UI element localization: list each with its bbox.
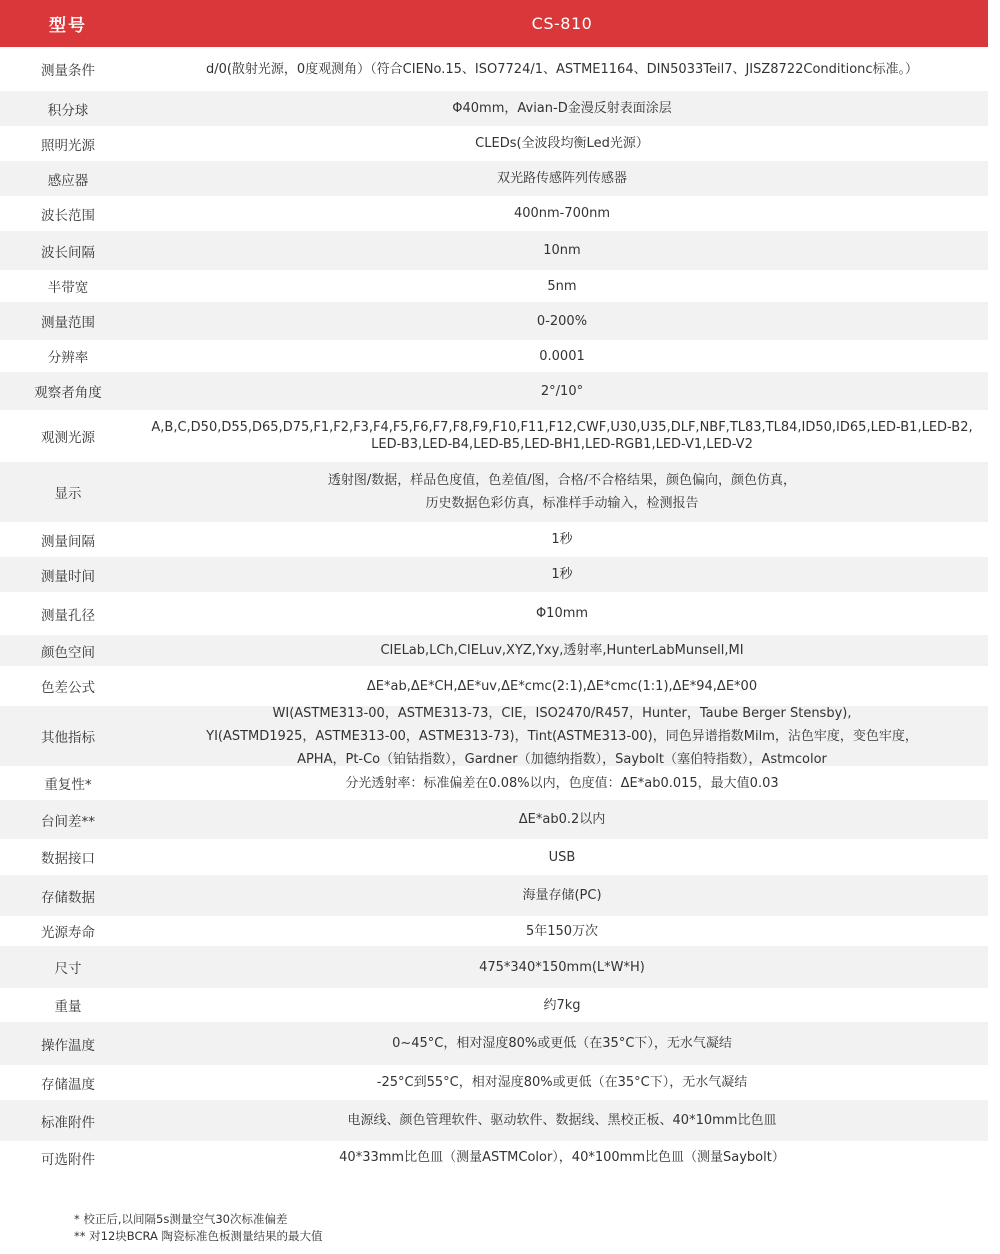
- spec-value-line: 40*33mm比色皿（测量ASTMColor），40*100mm比色皿（测量Saybolt）: [339, 1150, 785, 1165]
- spec-label: 分辨率: [47, 350, 89, 366]
- spec-value: [136, 923, 988, 940]
- spec-label: 显示: [54, 486, 82, 502]
- spec-value-line: 1秒: [551, 532, 573, 547]
- spec-value-line: 2°/10°: [540, 383, 584, 399]
- spec-value: [136, 135, 988, 152]
- spec-value-line: 400nm-700nm: [513, 206, 611, 221]
- spec-row: [0, 91, 988, 126]
- spec-row: [0, 231, 988, 270]
- spec-value-line: -25°C到55°C，相对湿度80%或更低（在35°C下），无水气凝结: [376, 1075, 748, 1090]
- spec-row: [0, 522, 988, 557]
- spec-label: 测量间隔: [41, 533, 95, 550]
- spec-value-line: ΔE*ab0.2以内: [518, 812, 606, 827]
- spec-value-line: CLEDs(全波段均衡Led光源）: [475, 136, 649, 151]
- spec-row: [0, 635, 988, 666]
- spec-row: [0, 1022, 988, 1065]
- spec-value: [136, 1112, 988, 1129]
- spec-value-line: 0.0001: [539, 348, 585, 364]
- spec-row: [0, 410, 988, 462]
- spec-value: [136, 959, 988, 976]
- spec-label: 颜色空间: [41, 644, 95, 661]
- spec-label: 观察者角度: [34, 385, 102, 401]
- spec-label: 色差公式: [41, 680, 95, 696]
- spec-value: [136, 811, 988, 828]
- spec-row: [0, 1141, 988, 1174]
- spec-value: [136, 678, 988, 695]
- spec-value: [136, 348, 988, 365]
- spec-row: [0, 916, 988, 946]
- spec-label: 测量范围: [41, 315, 95, 331]
- spec-value: [136, 469, 988, 515]
- spec-value-line: YI(ASTMD1925，ASTME313-00，ASTME313-73)，Tint(ASTME313-00)，同色异谱指数Milm，沾色牢度，变色牢度，: [206, 728, 918, 744]
- spec-label: 测量孔径: [41, 607, 95, 624]
- footnotes: [74, 1211, 323, 1245]
- spec-row: [0, 270, 988, 302]
- spec-label: 波长范围: [41, 207, 95, 224]
- spec-label: 台间差**: [41, 813, 95, 830]
- spec-value-line: Φ10mm: [535, 606, 589, 621]
- spec-row: [0, 462, 988, 522]
- spec-value-line: LED-B3,LED-B4,LED-B5,LED-BH1,LED-RGB1,LED-V1,LED-V2: [371, 437, 753, 452]
- spec-label: 照明光源: [41, 137, 95, 154]
- spec-row: [0, 875, 988, 916]
- spec-value: [136, 642, 988, 659]
- spec-value: [136, 849, 988, 866]
- spec-value-line: 海量存储(PC): [522, 888, 602, 903]
- spec-label: 光源寿命: [41, 925, 95, 941]
- spec-value: [136, 1149, 988, 1166]
- spec-label: 感应器: [47, 172, 89, 189]
- spec-value-line: d/0(散射光源，0度观测角）（符合CIENo.15、ISO7724/1、ASTME1164、DIN5033Teil7、JISZ8722Conditionc标准。）: [205, 61, 919, 77]
- spec-label: 重量: [54, 999, 82, 1015]
- spec-value-line: 0-200%: [536, 313, 588, 329]
- spec-value: [136, 383, 988, 400]
- spec-value-line: 1秒: [551, 567, 573, 582]
- spec-row: [0, 340, 988, 372]
- spec-value-line: ΔE*ab,ΔE*CH,ΔE*uv,ΔE*cmc(2:1),ΔE*cmc(1:1),ΔE*94,ΔE*00: [366, 678, 758, 694]
- header-model: CS-810: [531, 14, 593, 33]
- spec-value: [136, 313, 988, 330]
- spec-row: [0, 766, 988, 800]
- spec-value: [136, 605, 988, 622]
- spec-label: 操作温度: [41, 1037, 95, 1054]
- spec-value: [136, 997, 988, 1014]
- spec-value-line: APHA，Pt-Co（铂钴指数），Gardner（加德纳指数），Saybolt（塞伯特指数），Astmcolor: [297, 751, 827, 767]
- table-header: [0, 0, 988, 47]
- spec-value: [136, 702, 988, 771]
- spec-label: 半带宽: [47, 280, 89, 296]
- spec-row: [0, 161, 988, 196]
- spec-value-line: 双光路传感阵列传感器: [496, 171, 627, 186]
- spec-row: [0, 988, 988, 1022]
- spec-value: [136, 1035, 988, 1052]
- spec-row: [0, 1100, 988, 1141]
- spec-value: [136, 242, 988, 259]
- spec-row: [0, 196, 988, 231]
- spec-row: [0, 302, 988, 340]
- spec-value-line: 分光透射率：标准偏差在0.08%以内，色度值：ΔE*ab0.015，最大值0.03: [345, 775, 779, 791]
- spec-label: 尺寸: [54, 961, 82, 977]
- spec-label: 积分球: [47, 102, 89, 119]
- spec-value: [136, 531, 988, 548]
- spec-row: [0, 839, 988, 875]
- header-label: 型号: [49, 16, 87, 36]
- spec-row: [0, 946, 988, 988]
- spec-value-line: 10nm: [543, 243, 581, 258]
- spec-value: [136, 61, 988, 78]
- spec-rows: [0, 47, 988, 1174]
- spec-label: 可选附件: [41, 1151, 95, 1168]
- spec-value-line: CIELab,LCh,CIELuv,XYZ,Yxy,透射率,HunterLabMunsell,MI: [380, 643, 744, 658]
- spec-value-line: 约7kg: [543, 997, 581, 1013]
- spec-value-line: 历史数据色彩仿真，标准样手动输入，检测报告: [425, 496, 699, 511]
- spec-row: [0, 666, 988, 706]
- spec-value-line: WI(ASTME313-00，ASTME313-73，CIE，ISO2470/R457，Hunter，Taube Berger Stensby),: [272, 705, 852, 721]
- footnote-repeatability: * 校正后,以间隔5s测量空气30次标准偏差: [74, 1212, 288, 1226]
- spec-value: [136, 775, 988, 792]
- spec-value: [136, 1074, 988, 1091]
- spec-value-line: 475*340*150mm(L*W*H): [479, 959, 645, 975]
- spec-value-line: 电源线、颜色管理软件、驱动软件、数据线、黑校正板、40*10mm比色皿: [347, 1113, 777, 1128]
- spec-row: [0, 47, 988, 91]
- spec-value-line: 透射图/数据，样品色度值，色差值/图，合格/不合格结果，颜色偏向，颜色仿真，: [327, 473, 797, 488]
- spec-value: [136, 205, 988, 222]
- spec-value: [136, 170, 988, 187]
- spec-row: [0, 557, 988, 592]
- spec-label: 数据接口: [41, 851, 95, 867]
- spec-value-line: USB: [548, 849, 576, 865]
- spec-row: [0, 126, 988, 161]
- footnote-inter-instrument: ** 对12块BCRA 陶瓷标准色板测量结果的最大值: [74, 1229, 323, 1243]
- spec-label: 测量时间: [41, 568, 95, 585]
- spec-value: [136, 419, 988, 453]
- spec-row: [0, 706, 988, 766]
- spec-value-line: Φ40mm，Avian-D金漫反射表面涂层: [452, 101, 672, 116]
- spec-label: 测量条件: [41, 63, 95, 79]
- spec-value-line: 5年150万次: [525, 923, 599, 939]
- spec-label: 标准附件: [41, 1114, 95, 1131]
- spec-row: [0, 800, 988, 839]
- spec-row: [0, 372, 988, 410]
- spec-value-line: A,B,C,D50,D55,D65,D75,F1,F2,F3,F4,F5,F6,F7,F8,F9,F10,F11,F12,CWF,U30,U35,DLF,NBF,TL83,TL84,ID50,ID65,LED-B1,LED-B2,: [151, 420, 973, 435]
- spec-value-line: 0~45°C，相对湿度80%或更低（在35°C下），无水气凝结: [392, 1036, 732, 1051]
- spec-row: [0, 592, 988, 635]
- spec-label: 其他指标: [41, 730, 95, 746]
- spec-value-line: 5nm: [547, 278, 577, 294]
- spec-label: 波长间隔: [41, 244, 95, 261]
- spec-label: 重复性*: [44, 777, 92, 793]
- spec-value: [136, 887, 988, 904]
- spec-label: 观测光源: [41, 430, 95, 446]
- spec-row: [0, 1065, 988, 1100]
- spec-label: 存储数据: [41, 889, 95, 906]
- spec-label: 存储温度: [41, 1076, 95, 1093]
- spec-value: [136, 100, 988, 117]
- spec-value: [136, 566, 988, 583]
- spec-value: [136, 278, 988, 295]
